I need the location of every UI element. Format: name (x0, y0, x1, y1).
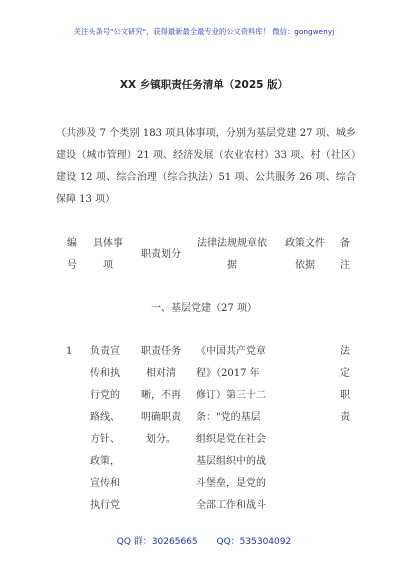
header-number (62, 233, 82, 277)
row-note-line: 职 (340, 390, 350, 401)
summary-paragraph: （共涉及 7 个类别 183 项具体事项，分别为基层党建 27 项、城乡建设（城市管理）21 项、经济发展（农业农村）33 项、村（社区）建设 12 项、综合治理（综合执法）51 项、公共服务 26 项、综合保障 13 项） (56, 128, 356, 205)
section-title: 一、基层党建（27 项） (151, 303, 257, 314)
header-note (336, 233, 354, 277)
footer-qq-group: QQ 群：30265665 (116, 537, 198, 547)
header-item (86, 233, 130, 277)
row-note (338, 341, 352, 429)
row-item-line: 路线、 (90, 412, 120, 423)
row-duty (134, 341, 188, 451)
row-note-line: 责 (340, 412, 350, 423)
row-law-line: 修订）第三十二 (196, 390, 266, 401)
row-item-line: 执行党 (90, 500, 120, 511)
header-law (192, 233, 272, 277)
row-law-line: 斗堡垒，是党的 (196, 478, 266, 489)
footer-qq: QQ：535304092 (216, 537, 292, 547)
header-policy-line: 依据 (295, 260, 315, 271)
header-number-line: 号 (67, 260, 77, 271)
row-number: 1 (66, 346, 73, 357)
row-duty-line: 明确职责 (141, 412, 181, 423)
header-note-line: 注 (340, 260, 350, 271)
header-law-line: 法律法规规章依 (197, 238, 267, 249)
row-note-line: 法 (340, 346, 350, 357)
row-item-line: 政策， (90, 456, 120, 467)
row-item-line: 负责宣 (90, 346, 120, 357)
document-title: XX 乡镇职责任务清单（2025 版） (119, 79, 289, 91)
row-law-line: 条："党的基层 (196, 412, 261, 423)
header-number-line: 编 (67, 238, 77, 249)
header-banner: 关注头条号"公文研究"，获得最新最全最专业的公文资料库！ 微信：gongwenyj (73, 27, 335, 36)
row-law-line: 基层组织中的战 (196, 456, 266, 467)
row-duty-line: 相对清 (146, 368, 176, 379)
header-note-line: 备 (340, 238, 350, 249)
row-item-line: 方针、 (90, 434, 120, 445)
row-law (196, 341, 282, 517)
header-policy-line: 政策文件 (285, 238, 325, 249)
row-note-line: 定 (340, 368, 350, 379)
footer-contact (0, 534, 408, 547)
row-law-line: 程》（2017 年 (196, 368, 260, 379)
header-item-line: 项 (103, 260, 113, 271)
row-item-line: 宣传和 (90, 478, 120, 489)
row-duty-line: 职责任务 (141, 346, 181, 357)
header-duty: 职责划分 (141, 249, 181, 260)
row-law-line: 组织是党在社会 (196, 434, 266, 445)
row-law-line: 《中国共产党章 (196, 346, 266, 357)
header-item-line: 具体事 (93, 238, 123, 249)
row-duty-line: 划分。 (146, 434, 176, 445)
row-duty-line: 晰，不再 (141, 390, 181, 401)
row-item-line: 行党的 (90, 390, 120, 401)
row-law-line: 全部工作和战斗 (196, 500, 266, 511)
row-item-line: 传和执 (90, 368, 120, 379)
header-policy (280, 233, 330, 277)
header-law-line: 据 (227, 260, 237, 271)
row-item (90, 341, 134, 517)
